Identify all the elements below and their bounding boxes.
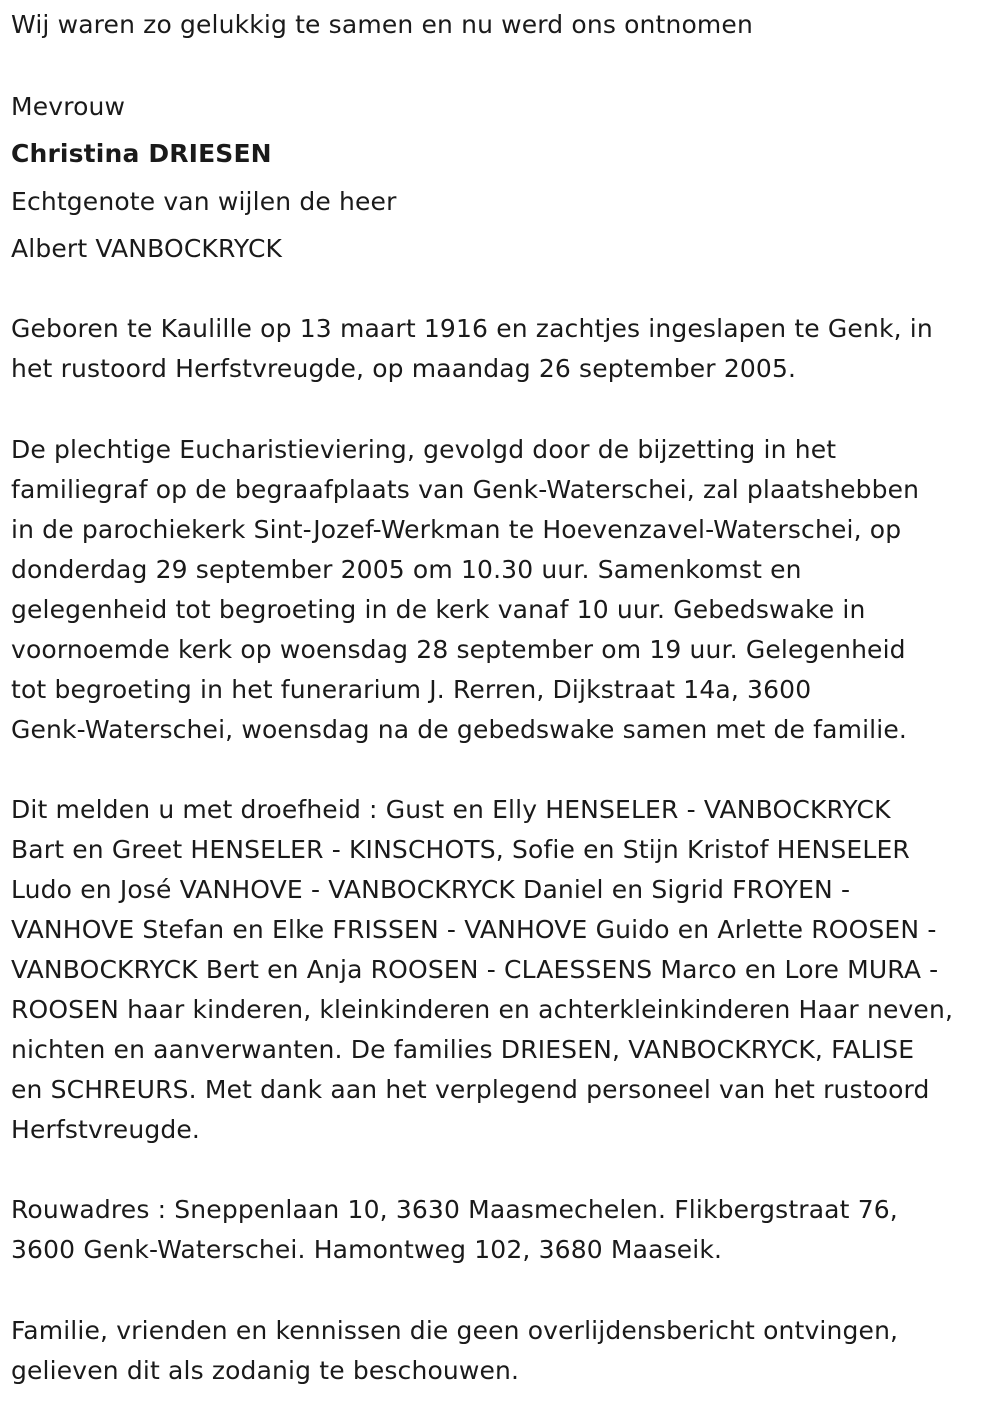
ceremony-line: familiegraf op de begraafplaats van Genk-Waterschei, zal plaatshebben	[11, 475, 920, 504]
family-line: en SCHREURS. Met dank aan het verplegend personeel van het rustoord	[11, 1075, 930, 1104]
ceremony-line: De plechtige Eucharistieviering, gevolgd door de bijzetting in het	[11, 435, 837, 464]
address-line: Rouwadres : Sneppenlaan 10, 3630 Maasmechelen. Flikbergstraat 76,	[11, 1195, 898, 1224]
birth-line: Geboren te Kaulille op 13 maart 1916 en zachtjes ingeslapen te Genk, in	[11, 314, 933, 343]
family-line: Ludo en José VANHOVE - VANBOCKRYCK Daniel en Sigrid FROYEN -	[11, 875, 851, 904]
closing-line: Familie, vrienden en kennissen die geen overlijdensbericht ontvingen,	[11, 1316, 899, 1345]
ceremony-line: voornoemde kerk op woensdag 28 september om 19 uur. Gelegenheid	[11, 635, 906, 664]
ceremony-line: gelegenheid tot begroeting in de kerk vanaf 10 uur. Gebedswake in	[11, 595, 866, 624]
ceremony-line: donderdag 29 september 2005 om 10.30 uur. Samenkomst en	[11, 555, 802, 584]
family-line: Herfstvreugde.	[11, 1115, 201, 1144]
family-line: Bart en Greet HENSELER - KINSCHOTS, Sofie en Stijn Kristof HENSELER	[11, 835, 910, 864]
ceremony-line: Genk-Waterschei, woensdag na de gebedswake samen met de familie.	[11, 715, 907, 744]
salutation: Mevrouw	[11, 92, 126, 121]
spouse-line: Albert VANBOCKRYCK	[11, 234, 283, 263]
family-line: Dit melden u met droefheid : Gust en Elly HENSELER - VANBOCKRYCK	[11, 795, 891, 824]
address-line: 3600 Genk-Waterschei. Hamontweg 102, 3680 Maaseik.	[11, 1235, 723, 1264]
ceremony-line: in de parochiekerk Sint-Jozef-Werkman te Hoevenzavel-Waterschei, op	[11, 515, 902, 544]
family-line: nichten en aanverwanten. De families DRIESEN, VANBOCKRYCK, FALISE	[11, 1035, 915, 1064]
deceased-name: Christina DRIESEN	[11, 139, 272, 168]
family-line: VANHOVE Stefan en Elke FRISSEN - VANHOVE Guido en Arlette ROOSEN -	[11, 915, 937, 944]
birth-line: het rustoord Herfstvreugde, op maandag 26 september 2005.	[11, 354, 797, 383]
family-line: ROOSEN haar kinderen, kleinkinderen en achterkleinkinderen Haar neven,	[11, 995, 954, 1024]
ceremony-line: tot begroeting in het funerarium J. Rerren, Dijkstraat 14a, 3600	[11, 675, 812, 704]
closing-line: gelieven dit als zodanig te beschouwen.	[11, 1356, 520, 1385]
spouse-line: Echtgenote van wijlen de heer	[11, 187, 397, 216]
family-line: VANBOCKRYCK Bert en Anja ROOSEN - CLAESSENS Marco en Lore MURA -	[11, 955, 939, 984]
intro-line: Wij waren zo gelukkig te samen en nu werd ons ontnomen	[11, 10, 753, 39]
